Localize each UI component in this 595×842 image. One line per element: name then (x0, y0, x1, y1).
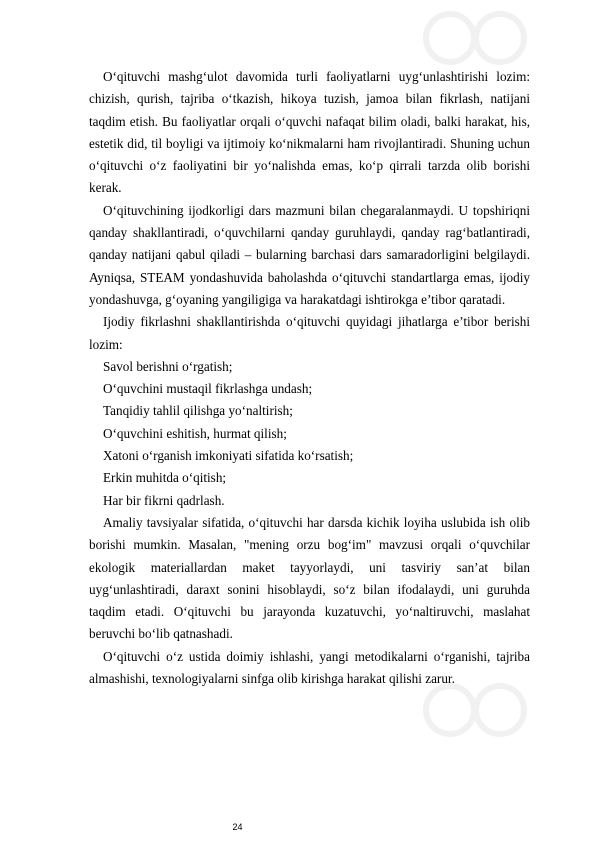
watermark-logo-top (420, 8, 530, 68)
paragraph: Ijodiy fikrlashni shakllantirishda o‘qituvchi quyidagi jihatlarga e’tibor berishi lozim: (89, 314, 530, 352)
paragraph: Amaliy tavsiyalar sifatida, o‘qituvchi har darsda kichik loyiha uslubida ish olib borishi mumkin. Masalan, "mening orzu bog‘im" mavzusi orqali o‘quvchilar ekologik materiallardan maket tayyorlaydi, uni tasviriy san’at bilan uyg‘unlashtiradi, daraxt sonini hisoblaydi, so‘z bilan ifodalaydi, uni guruhda taqdim etadi. O‘qituvchi bu jarayonda kuzatuvchi, yo‘naltiruvchi, maslahat beruvchi bo‘lib qatnashadi. (89, 514, 530, 642)
page-number: 24 (232, 822, 243, 832)
list-item: Har bir fikrni qadrlash. (103, 492, 225, 508)
paragraph: O‘qituvchining ijodkorligi dars mazmuni bilan chegaralanmaydi. U topshiriqni qanday shakllantiradi, o‘quvchilarni qanday guruhlaydi, qanday rag‘batlantiradi, qanday natijani qabul qiladi – bularning barchasi dars samaradorligini belgilaydi. Ayniqsa, STEAM yondashuvida baholashda o‘qituvchi standartlarga emas, ijodiy yondashuvga, g‘oyaning yangiligiga va harakatdagi ishtirokga e’tibor qaratadi. (89, 202, 530, 307)
list-item: Xatoni o‘rganish imkoniyati sifatida ko‘rsatish; (103, 448, 354, 464)
list-item: Tanqidiy tahlil qilishga yo‘naltirish; (103, 403, 293, 419)
list-item: O‘quvchini mustaqil fikrlashga undash; (103, 381, 313, 397)
paragraph: O‘qituvchi o‘z ustida doimiy ishlashi, yangi metodikalarni o‘rganishi, tajriba almashishi, texnologiyalarni sinfga olib kirishga harakat qilishi zarur. (89, 648, 530, 687)
list-item: O‘quvchini eshitish, hurmat qilish; (103, 425, 287, 441)
list-item: Savol berishni o‘rgatish; (103, 358, 233, 374)
list-item: Erkin muhitda o‘qitish; (103, 470, 227, 486)
body-text (89, 66, 530, 690)
paragraph: O‘qituvchi mashg‘ulot davomida turli faoliyatlarni uyg‘unlashtirishi lozim: chizish, qurish, tajriba o‘tkazish, hikoya tuzish, jamoa bilan fikrlash, natijani taqdim etish. Bu faoliyatlar orqali o‘quvchi nafaqat bilim oladi, balki harakat, his, estetik did, til boyligi va ijtimoiy ko‘nikmalarni ham rivojlantiradi. Shuning uchun o‘qituvchi o‘z faoliyatini bir yo‘nalishda emas, ko‘p qirrali tarzda olib borishi kerak. (89, 69, 530, 196)
